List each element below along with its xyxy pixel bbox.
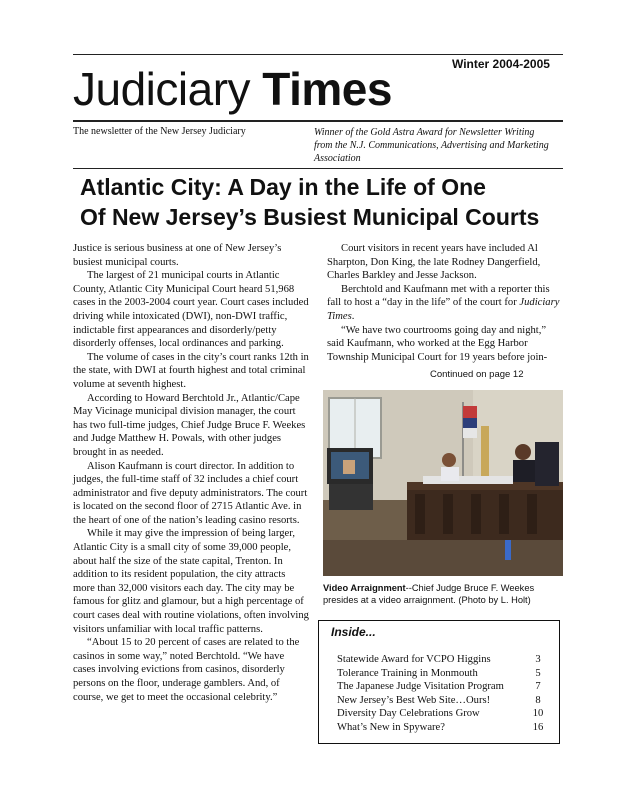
masthead-bottom-rule — [73, 120, 563, 122]
newsletter-tagline: The newsletter of the New Jersey Judiciary — [73, 126, 246, 137]
paragraph: According to Howard Berchtold Jr., Atlantic/Cape May Vicinage municipal division manager, the court has two full-time judges, Chief Judge Bruce F. Weekes and Judge Matthew H. Powals, with other judges brought in as needed. — [73, 392, 306, 458]
list-item[interactable] — [337, 653, 549, 667]
paragraph-text: Berchtold and Kaufmann met with a reporter this fall to host a “day in the life” of the court for — [327, 283, 550, 309]
list-item-page: 16 — [532, 721, 544, 733]
list-item-page: 7 — [535, 681, 541, 693]
list-item-page: 3 — [535, 654, 541, 665]
list-item-label: New Jersey’s Best Web Site…Ours! — [337, 694, 491, 706]
list-item[interactable] — [337, 707, 549, 721]
photo-caption — [323, 582, 567, 606]
list-item-label: The Japanese Judge Visitation Program — [337, 681, 504, 693]
headline-line-1: Atlantic City: A Day in the Life of One — [80, 174, 486, 200]
title-bold: Times — [262, 63, 392, 115]
list-item[interactable] — [337, 667, 549, 681]
paragraph: The volume of cases in the city’s court ranks 12th in the state, with DWI at fourth highest and total criminal volume at seventh highest. — [73, 351, 309, 390]
publication-name: Judiciary Times — [327, 297, 560, 322]
article-column-1 — [73, 242, 309, 704]
list-item-label: What’s New in Spyware? — [337, 721, 445, 733]
courtroom-photo-illustration — [323, 390, 563, 576]
article-headline — [80, 172, 580, 232]
newsletter-title — [73, 62, 392, 116]
inside-contents-list — [337, 653, 549, 735]
paragraph: Court visitors in recent years have included Al Sharpton, Don King, the late Rodney Dangerfield, Charles Barkley and Jesse Jackson. — [327, 243, 541, 282]
list-item[interactable] — [337, 680, 549, 694]
paragraph: Justice is serious business at one of New Jersey’s busiest municipal courts. — [73, 243, 282, 268]
issue-date: Winter 2004-2005 — [452, 57, 550, 71]
list-item-page: 5 — [535, 667, 541, 679]
inside-box — [318, 620, 560, 744]
continued-link[interactable]: Continued on page 12 — [430, 369, 524, 380]
headline-rule — [73, 168, 563, 169]
list-item[interactable] — [337, 721, 549, 735]
paragraph: While it may give the impression of being larger, Atlantic City is a small city of some 39,000 people, about half the size of the state capital, Trenton. In addition to its resident population, the city attracts more than 32,000 visitors each day. The city may be famous for glitz and glamour, but a high percentage of court cases deal with routine violations, often involving visitors unfamiliar with local traffic patterns. — [73, 528, 309, 635]
paragraph: “We have two courtrooms going day and night,” said Kaufmann, who worked at the Egg Harbor Township Municipal Court for 19 years before join- — [327, 324, 548, 363]
title-light: Judiciary — [73, 63, 251, 115]
courtroom-photo — [323, 390, 563, 576]
inside-title: Inside... — [331, 625, 376, 639]
award-note: Winner of the Gold Astra Award for Newsletter Writing from the N.J. Communications, Advertising and Marketing Association — [314, 127, 549, 164]
caption-text: --Chief Judge Bruce F. Weekes presides at a video arraignment. (Photo by L. Holt) — [323, 583, 535, 605]
list-item-label: Tolerance Training in Monmouth — [337, 667, 478, 679]
headline-line-2: Of New Jersey’s Busiest Municipal Courts — [80, 204, 540, 230]
article-column-2 — [327, 242, 563, 364]
paragraph: “About 15 to 20 percent of cases are related to the casinos in some way,” noted Berchtold. “We have cases involving evictions from casinos, disorderly persons on the floor, underage gamblers. And, of course, we get to meet the occasional celebrity.” — [73, 637, 300, 703]
caption-title: Video Arraignment — [323, 583, 406, 593]
list-item[interactable] — [337, 694, 549, 708]
paragraph: Alison Kaufmann is court director. In addition to judges, the full-time staff of 32 includes a chief court administrator and five deputy administrators. The court is located on the second floor of 2715 Atlantic Ave. in the heart of one of the nation’s leading casino resorts. — [73, 460, 308, 526]
paragraph: The largest of 21 municipal courts in Atlantic County, Atlantic City Municipal Court heard 51,968 cases in the 2003-2004 court year. Court cases included driving while intoxicated (DWI), non-DWI traffic, indictable first appearances and disorderly/petty disorderly offenses, local ordinances and parking. — [73, 270, 309, 350]
masthead-top-rule — [73, 54, 563, 55]
list-item-label: Diversity Day Celebrations Grow — [337, 708, 480, 720]
list-item-page: 8 — [535, 694, 541, 706]
paragraph — [327, 283, 563, 324]
list-item-label: Statewide Award for VCPO Higgins — [337, 654, 491, 665]
paragraph-end: . — [351, 310, 355, 322]
list-item-page: 10 — [532, 708, 544, 720]
